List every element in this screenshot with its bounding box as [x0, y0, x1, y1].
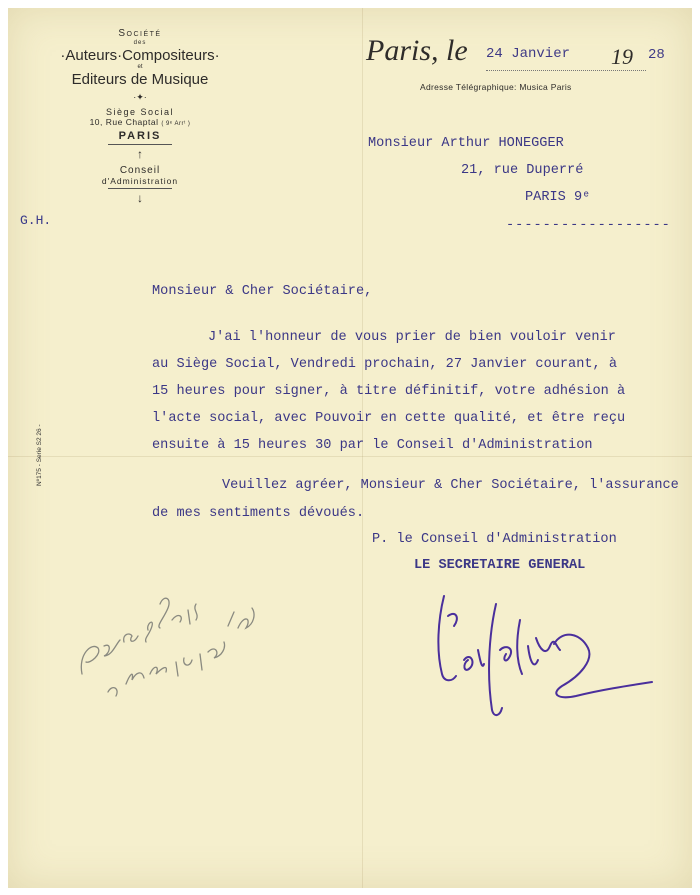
- arrow-icon: ↑: [137, 147, 143, 161]
- ornament-icon: ·✦·: [133, 92, 147, 102]
- body-line: au Siège Social, Vendredi prochain, 27 Janvier courant, à: [152, 357, 617, 372]
- date-century: 19: [611, 44, 633, 69]
- letterhead-des: des: [133, 40, 147, 46]
- recipient-street: 21, rue Duperré: [461, 163, 584, 178]
- pencil-note-icon: [68, 584, 268, 704]
- letterhead-societe: Société: [118, 28, 162, 39]
- body-line: J'ai l'honneur de vous prier de bien vouloir venir: [208, 330, 616, 345]
- letterhead-et: et: [137, 64, 143, 70]
- telegraph-address: Adresse Télégraphique: Musica Paris: [420, 82, 572, 92]
- letterhead-address: [40, 117, 240, 127]
- recipient-name: Monsieur Arthur HONEGGER: [368, 136, 564, 151]
- date-place: Paris, le: [366, 34, 468, 67]
- signature-icon: [430, 590, 660, 730]
- recipient-underline: ------------------: [506, 218, 671, 233]
- letterhead-rue: 10, Rue Chaptal: [89, 117, 159, 127]
- date-day-month: 24 Janvier: [486, 46, 571, 62]
- fold-line-horizontal: [8, 456, 692, 457]
- body-line: ensuite à 15 heures 30 par le Conseil d'Administration: [152, 438, 593, 453]
- margin-form-code: Nº175 - Serie S2 26 -: [36, 424, 43, 486]
- letterhead-city: PARIS: [118, 130, 162, 142]
- salutation: Monsieur & Cher Sociétaire,: [152, 284, 373, 299]
- divider: [108, 144, 172, 145]
- letterhead-siege: Siège Social: [105, 107, 175, 117]
- letterhead-editeurs: Editeurs de Musique: [71, 71, 209, 88]
- signoff-line-1: P. le Conseil d'Administration: [372, 532, 617, 547]
- date-dotted-rule: [486, 70, 646, 71]
- arrow-icon: ↓: [137, 191, 143, 205]
- recipient-city: PARIS 9ᵉ: [525, 190, 591, 205]
- signoff-line-2: LE SECRETAIRE GENERAL: [414, 558, 586, 573]
- body-line: l'acte social, avec Pouvoir en cette qualité, et être reçu: [152, 411, 626, 426]
- body-line: 15 heures pour signer, à titre définitif, votre adhésion à: [152, 384, 626, 399]
- letterhead: [40, 28, 240, 205]
- closing-line: Veuillez agréer, Monsieur & Cher Sociétaire, l'assurance: [222, 478, 679, 493]
- date-year: 28: [648, 47, 665, 63]
- closing-line: de mes sentiments dévoués.: [152, 506, 365, 521]
- letterhead-arrondissement: ( 9ᵉ Arrᵗ ): [161, 121, 191, 127]
- divider: [108, 188, 172, 189]
- letterhead-conseil: Conseil: [119, 165, 161, 176]
- letterhead-administration: d'Administration: [101, 176, 179, 186]
- letterhead-auteurs: ·Auteurs·Compositeurs·: [60, 47, 220, 64]
- date-line: [366, 34, 676, 74]
- reference-initials: G.H.: [20, 213, 52, 228]
